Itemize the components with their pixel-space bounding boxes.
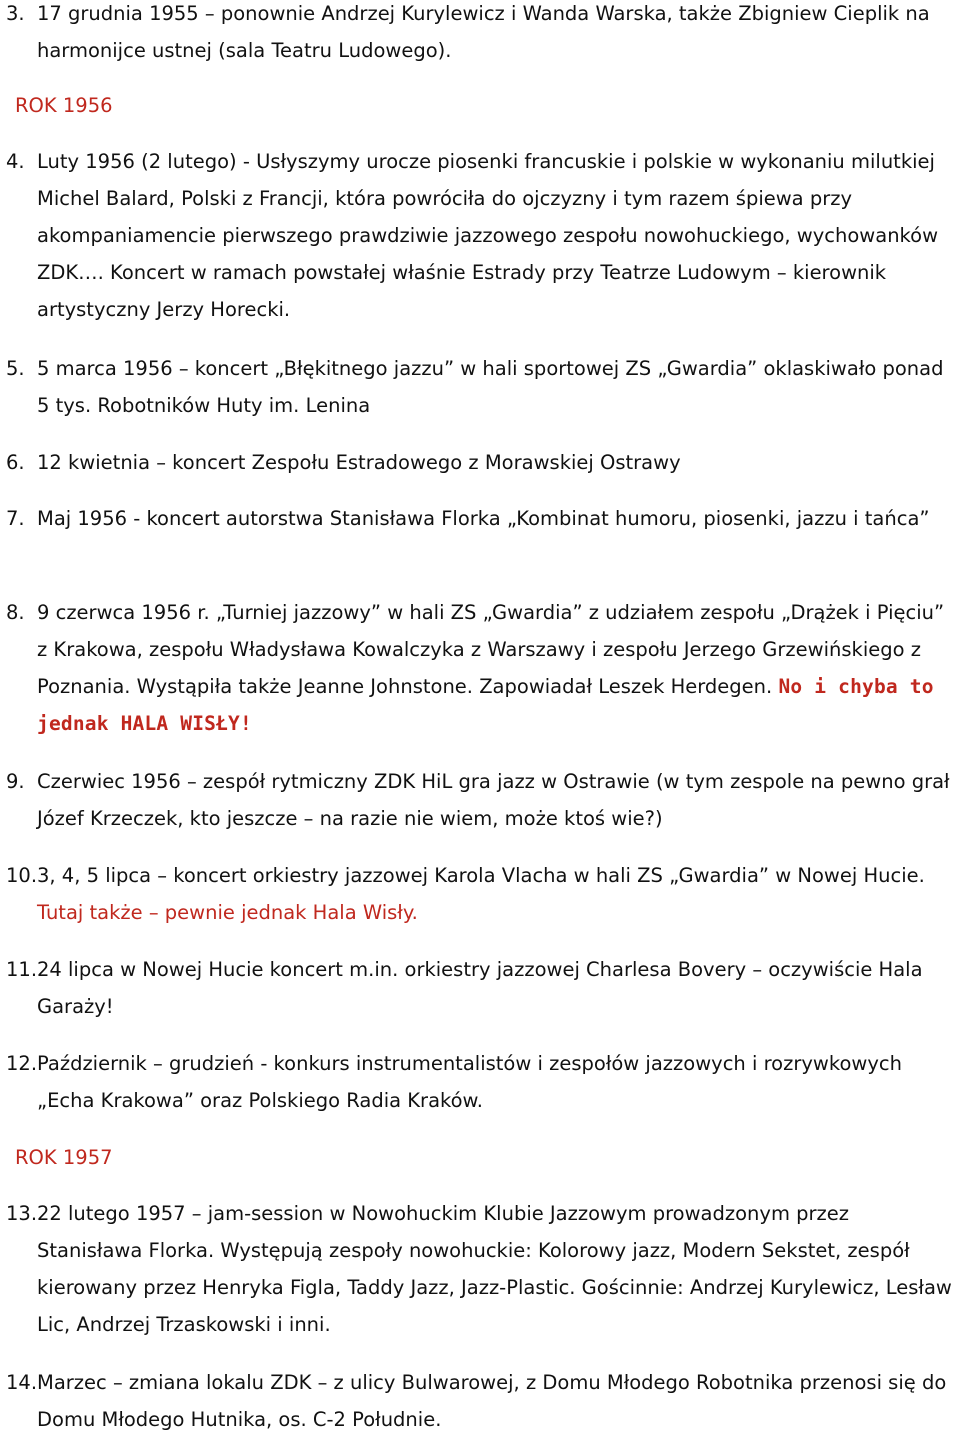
item-text: 17 grudnia 1955 – ponownie Andrzej Kurylewicz i Wanda Warska, także Zbigniew Cieplik na harmonijce ustnej (sala Teatru Ludowego). — [37, 2, 930, 62]
item-number: 14. — [6, 1371, 38, 1394]
item-number: 4. — [6, 150, 25, 173]
item-text: 22 lutego 1957 – jam-session w Nowohuckim Klubie Jazzowym prowadzonym przez Stanisława Florka. Występują zespoły nowohuckie: Kolorowy jazz, Modern Sekstet, zespół kierowany przez Henryka Figla, Taddy Jazz, Jazz-Plastic. Gościnnie: Andrzej Kurylewicz, Lesław Lic, Andrzej Trzaskowski i inni. — [37, 1202, 952, 1336]
item-text: Luty 1956 (2 lutego) - Usłyszymy urocze piosenki francuskie i polskie w wykonaniu milutkiej Michel Balard, Polski z Francji, która powróciła do ojczyzny i tym razem śpiewa przy akompaniamencie pierwszego prawdziwie jazzowego zespołu nowohuckiego, wychowanków ZDK…. Koncert w ramach powstałej właśnie Estrady przy Teatrze Ludowym – kierownik artystyczny Jerzy Horecki. — [37, 150, 939, 321]
item-text: Marzec – zmiana lokalu ZDK – z ulicy Bulwarowej, z Domu Młodego Robotnika przenosi się do Domu Młodego Hutnika, os. C-2 Południe. — [37, 1371, 947, 1431]
item-number: 3. — [6, 2, 25, 25]
list-item-5 — [0, 350, 958, 424]
item-text: 24 lipca w Nowej Hucie koncert m.in. orkiestry jazzowej Charlesa Bovery – oczywiście Hala Garaży! — [37, 958, 923, 1018]
item-text — [37, 857, 958, 931]
item-text: Czerwiec 1956 – zespół rytmiczny ZDK HiL gra jazz w Ostrawie (w tym zespole na pewno grał Józef Krzeczek, kto jeszcze – na razie nie wiem, może ktoś wie?) — [37, 770, 950, 830]
list-item-11 — [0, 951, 958, 1025]
item-text: 5 marca 1956 – koncert „Błękitnego jazzu” w hali sportowej ZS „Gwardia” oklaskiwało ponad 5 tys. Robotników Huty im. Lenina — [37, 357, 944, 417]
item-number: 12. — [6, 1052, 38, 1075]
item-number: 8. — [6, 601, 25, 624]
item-number: 10. — [6, 864, 38, 887]
list-item-9 — [0, 763, 958, 837]
list-item-4 — [0, 143, 958, 328]
list-item-7 — [0, 500, 958, 537]
item-number: 11. — [6, 958, 38, 981]
item-text: 12 kwietnia – koncert Zespołu Estradowego z Morawskiej Ostrawy — [37, 451, 681, 474]
item-red-note: No i chyba to jednak HALA WISŁY! — [37, 675, 934, 735]
item-text: Maj 1956 - koncert autorstwa Stanisława Florka „Kombinat humoru, piosenki, jazzu i tańca” — [37, 507, 930, 530]
list-item-6 — [0, 444, 958, 481]
list-item-12 — [0, 1045, 958, 1119]
list-item-14 — [0, 1364, 958, 1438]
list-item-10 — [0, 857, 958, 931]
list-item-8 — [0, 594, 958, 742]
item-main-text: 9 czerwca 1956 r. „Turniej jazzowy” w hali ZS „Gwardia” z udziałem zespołu „Drążek i Pięciu” z Krakowa, zespołu Władysława Kowalczyka z Warszawy i zespołu Jerzego Grzewińskiego z Poznania. Wystąpiła także Jeanne Johnstone. Zapowiadał Leszek Herdegen. — [37, 601, 945, 698]
item-number: 6. — [6, 451, 25, 474]
item-number: 7. — [6, 507, 25, 530]
list-item-13 — [0, 1195, 958, 1343]
year-heading-1957: ROK 1957 — [15, 1146, 113, 1169]
item-number: 5. — [6, 357, 25, 380]
item-text: Październik – grudzień - konkurs instrumentalistów i zespołów jazzowych i rozrywkowych „Echa Krakowa” oraz Polskiego Radia Kraków. — [37, 1052, 902, 1112]
item-main-text: 3, 4, 5 lipca – koncert orkiestry jazzowej Karola Vlacha w hali ZS „Gwardia” w Nowej Hucie. — [37, 864, 925, 887]
item-number: 13. — [6, 1202, 38, 1225]
item-text — [37, 594, 958, 742]
list-item-3 — [0, 0, 958, 69]
item-number: 9. — [6, 770, 25, 793]
item-red-note: Tutaj także – pewnie jednak Hala Wisły. — [37, 901, 418, 924]
year-heading-1956: ROK 1956 — [15, 94, 113, 117]
